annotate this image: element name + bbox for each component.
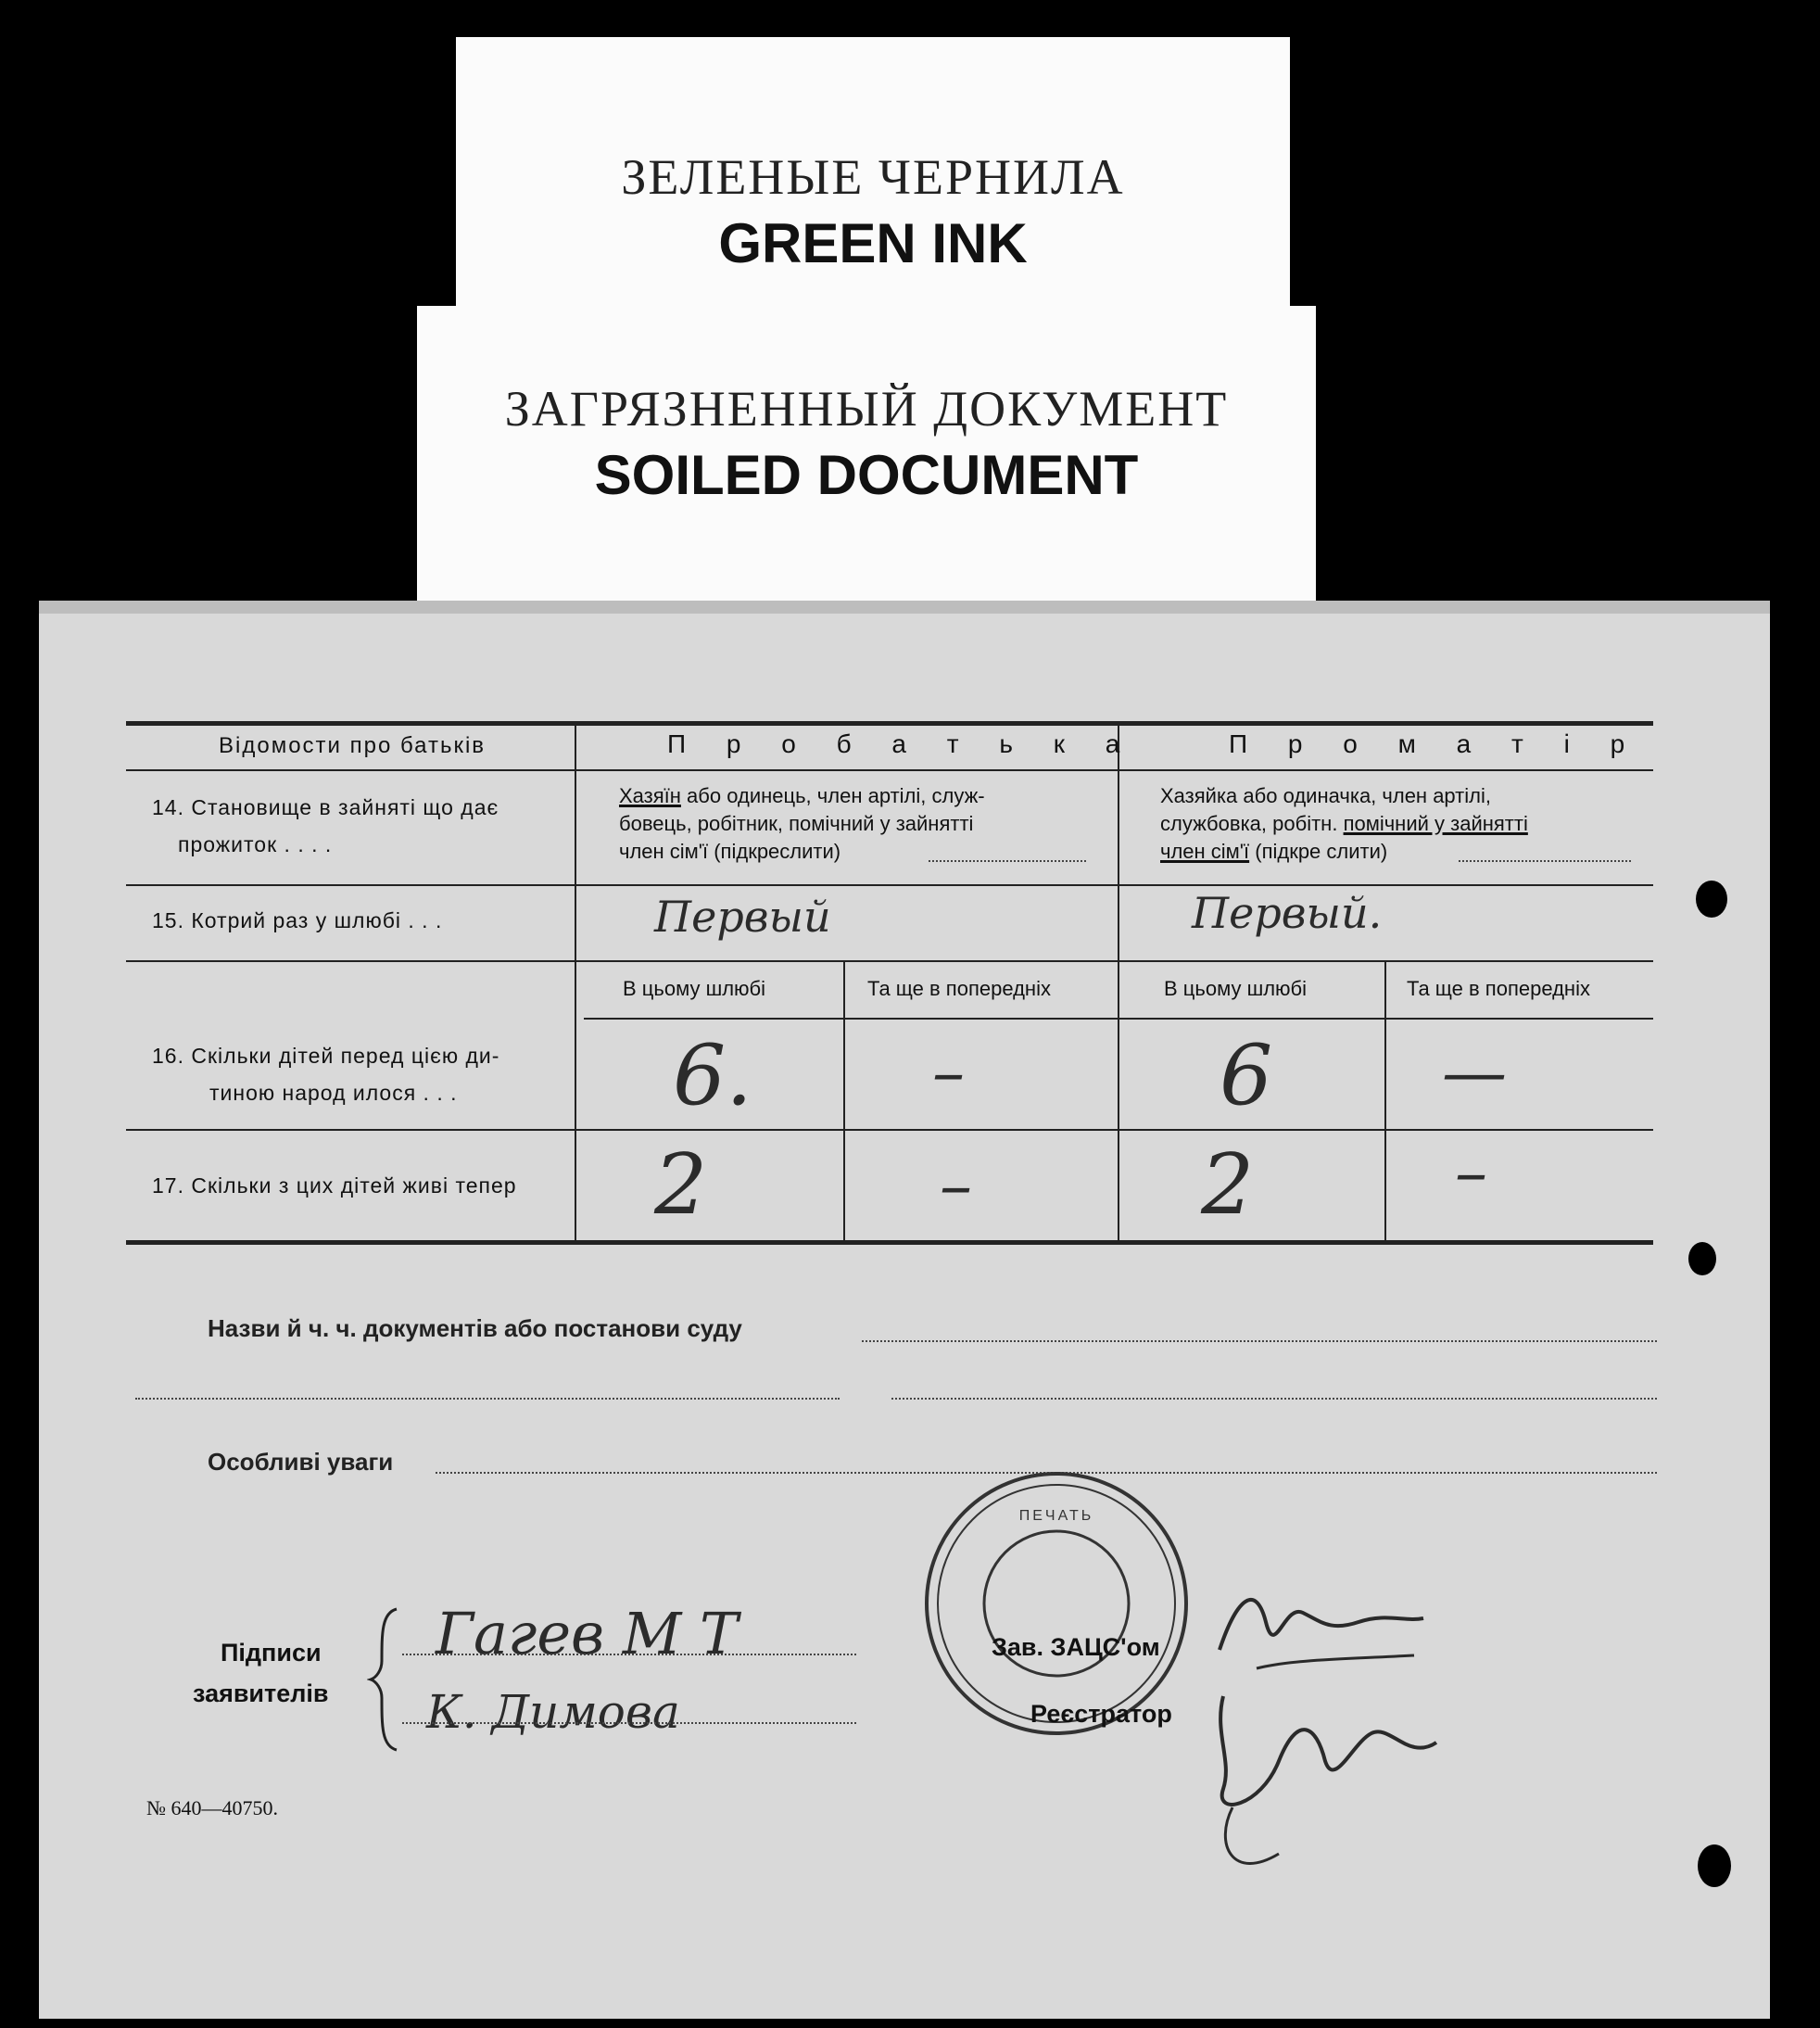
- form-serial-number: № 640—40750.: [146, 1796, 278, 1819]
- subheader-mother-previous: Та ще в попередніх: [1407, 977, 1590, 1000]
- row14-mother-line3: [1160, 838, 1387, 866]
- row14-mother-fill-line: [1459, 860, 1631, 862]
- row16-mother-previous-value: —: [1442, 1034, 1507, 1110]
- signature-bracket: [367, 1605, 404, 1754]
- header-about-father: П р о б а т ь к а: [667, 729, 1137, 758]
- soiled-document-label-card: [417, 306, 1316, 602]
- row17-label: 17. Скільки з цих дітей живі тепер: [152, 1173, 517, 1198]
- table-rule: [126, 769, 1653, 771]
- soiled-document-label-ru: ЗАГРЯЗНЕННЫЙ ДОКУМЕНТ: [504, 381, 1229, 437]
- subheader-mother-this-marriage: В цьому шлюбі: [1164, 977, 1308, 1000]
- documents-fill-line-3: [891, 1398, 1657, 1400]
- row14-label-line2: прожиток . . . .: [178, 832, 333, 856]
- punch-hole-icon: [1696, 881, 1727, 918]
- parents-info-table: [126, 721, 1653, 1242]
- father-status-owner-underlined: Хазяїн: [619, 784, 681, 807]
- applicants-signatures-label-line1: Підписи: [221, 1639, 322, 1667]
- row17-mother-previous-value: –: [1455, 1134, 1487, 1210]
- applicant-signature-line-1: [402, 1654, 856, 1655]
- row14-father-line1: [619, 782, 985, 810]
- header-about-mother: П р о м а т і р: [1229, 729, 1642, 758]
- applicant-signature-2: К. Димова: [426, 1685, 680, 1739]
- row14-mother-line1: Хазяйка або одиначка, член артілі,: [1160, 784, 1491, 807]
- row14-father-fill-line: [929, 860, 1086, 862]
- table-rule: [126, 960, 1653, 962]
- documents-fill-line-1: [862, 1340, 1657, 1342]
- row16-father-this-value: 6.: [673, 1027, 752, 1124]
- row16-father-previous-value: –: [932, 1034, 965, 1110]
- mother-status-line3-rest: (підкре слити): [1249, 840, 1388, 863]
- row15-label: 15. Котрий раз у шлюбі . . .: [152, 908, 443, 932]
- punch-hole-icon: [1698, 1844, 1731, 1887]
- documents-fill-line-2: [135, 1398, 840, 1400]
- row16-mother-this-value: 6: [1220, 1027, 1273, 1124]
- father-status-line1-rest: або одинець, член артілі, служ-: [680, 784, 985, 807]
- table-rule: [126, 884, 1653, 886]
- row15-mother-value: Первый.: [1192, 888, 1383, 938]
- sheet-top-edge: [39, 601, 1770, 614]
- row17-father-previous-value: –: [940, 1147, 972, 1223]
- row17-father-this-value: 2: [654, 1136, 708, 1234]
- subheader-father-this-marriage: В цьому шлюбі: [623, 977, 766, 1000]
- row16-label-line1: 16. Скільки дітей перед цією ди-: [152, 1044, 500, 1068]
- green-ink-label-en: GREEN INK: [718, 212, 1028, 274]
- row15-father-value: Первый: [654, 892, 831, 942]
- registrar-label: Реєстратор: [1030, 1700, 1172, 1728]
- row14-father-line3: член сім'ї (підкреслити): [619, 840, 841, 863]
- registrar-signature: [1195, 1678, 1464, 1891]
- table-top-rule: [126, 721, 1653, 726]
- row17-mother-this-value: 2: [1201, 1136, 1255, 1234]
- soiled-document-label-en: SOILED DOCUMENT: [594, 444, 1139, 506]
- edge-tear-icon: [1688, 1242, 1716, 1275]
- row14-father-line2: бовець, робітник, помічний у зайнятті: [619, 812, 974, 835]
- table-col-rule: [843, 960, 845, 1240]
- row16-label-line2: тиною народ илося . . .: [209, 1081, 458, 1105]
- header-parents-info: Відомости про батьків: [219, 733, 487, 758]
- notes-field-label: Особливі уваги: [208, 1448, 394, 1476]
- svg-text:ПЕЧАТЬ: ПЕЧАТЬ: [1018, 1508, 1094, 1524]
- table-col-rule: [1118, 721, 1119, 1242]
- row14-mother-line2: [1160, 810, 1528, 838]
- table-col-rule: [575, 721, 576, 1242]
- registry-head-signature: [1201, 1566, 1442, 1687]
- applicant-signature-line-2: [402, 1722, 856, 1724]
- row14-label-line1: 14. Становище в зайняті що дає: [152, 795, 499, 819]
- green-ink-label-ru: ЗЕЛЕНЫЕ ЧЕРНИЛА: [621, 149, 1125, 205]
- table-col-rule: [1384, 960, 1386, 1240]
- documents-field-label: Назви й ч. ч. документів або постанови суду: [208, 1314, 742, 1342]
- mother-status-line2-plain: службовка, робітн.: [1160, 812, 1344, 835]
- subheader-father-previous: Та ще в попередніх: [867, 977, 1051, 1000]
- applicants-signatures-label-line2: заявителів: [193, 1679, 329, 1707]
- green-ink-label-card: [456, 37, 1290, 315]
- applicant-signature-1: Гагев М Т: [436, 1600, 739, 1667]
- registry-head-label: Зав. ЗАЦС'ом: [992, 1633, 1160, 1661]
- table-rule: [126, 1129, 1653, 1131]
- mother-status-family-underlined: член сім'ї: [1160, 840, 1250, 863]
- table-bottom-rule: [126, 1240, 1653, 1245]
- mother-status-helper-underlined: помічний у зайнятті: [1343, 812, 1528, 835]
